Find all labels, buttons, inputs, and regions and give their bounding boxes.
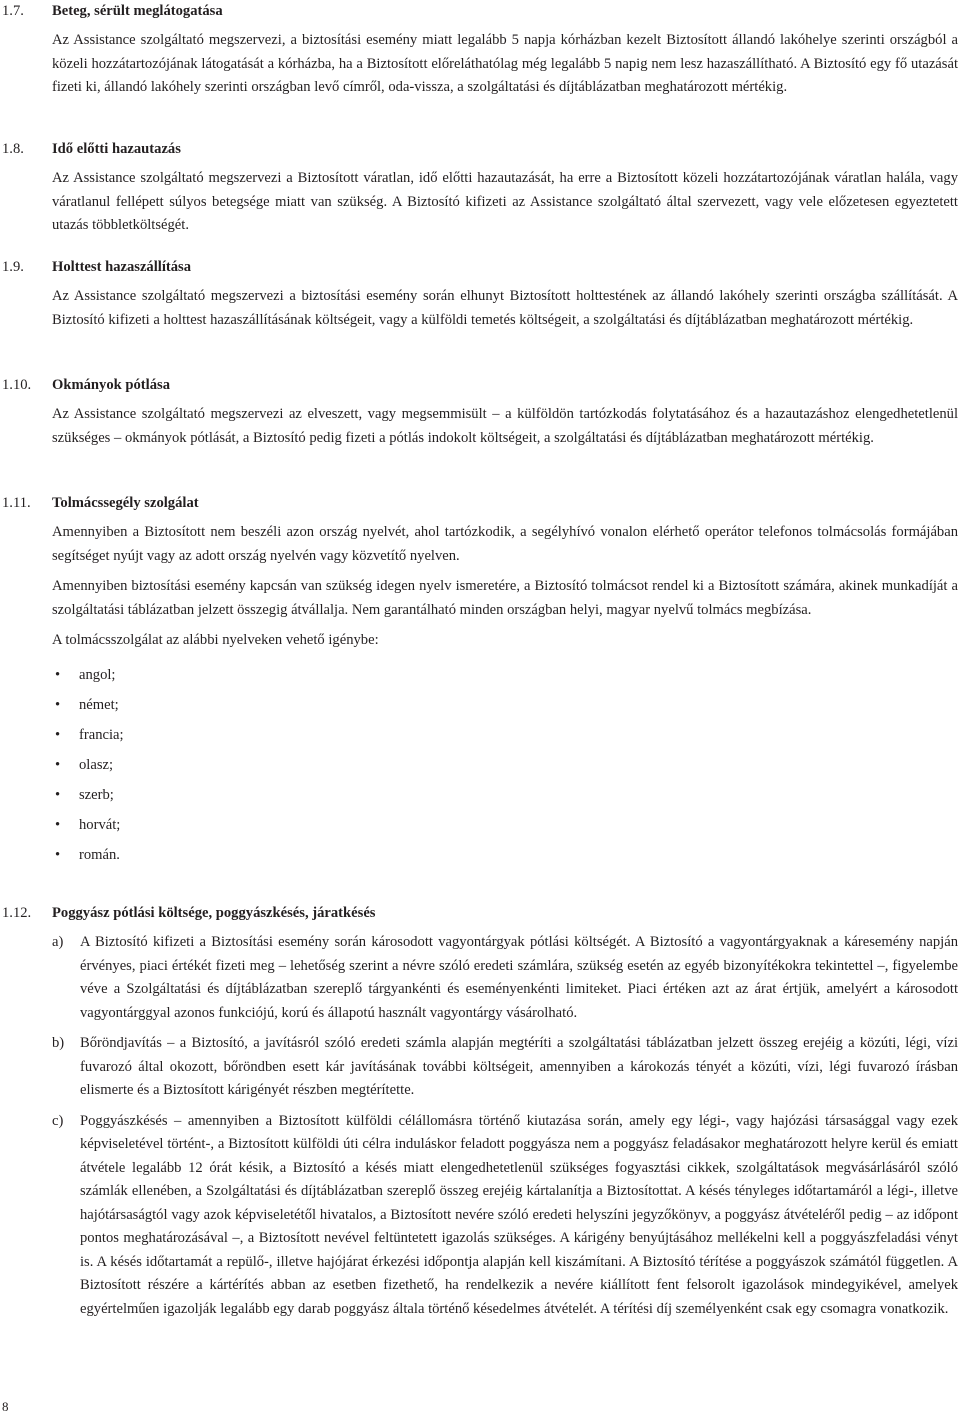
section-number: 1.11. <box>2 495 31 511</box>
paragraph: Az Assistance szolgáltató megszervezi a Biztosított váratlan, idő előtti hazautazását, ha erre a Biztosított közeli hozzátartozójának váratlan halála, vagy váratlanul fellépett súlyos betegsége miatt van szükség. A Biztosító kifizeti az Assistance szolgáltató által szervezett, vagy vele előzetesen egyeztetett utazás többletköltségét. <box>52 170 958 233</box>
paragraph: Az Assistance szolgáltató megszervezi az elveszett, vagy megsemmisült – a külföldön tartózkodás folytatásához és a hazautazáshoz elengedhetetlenül szükséges – okmányok pótlását, a Biztosító pedig fizeti a pótlás indokolt költségeit, a szolgáltatási és díjtáblázatban meghatározott mértékig. <box>52 406 958 446</box>
bullet-icon: • <box>55 816 61 833</box>
paragraph: Az Assistance szolgáltató megszervezi a biztosítási esemény során elhunyt Biztosított holttestének az állandó lakóhely szerinti országba szállítását. A Biztosító kifizeti a holttest hazaszállításának költségeit, vagy a külföldi temetés költségeit, a szolgáltatási és díjtáblázatban meghatározott mértékig. <box>52 288 958 328</box>
section-title: Okmányok pótlása <box>52 377 170 393</box>
section-number: 1.12. <box>2 905 32 921</box>
section-number: 1.10. <box>2 377 32 393</box>
paragraph: A tolmácsszolgálat az alábbi nyelveken vehető igénybe: <box>52 632 379 648</box>
section-1-11 <box>0 492 960 870</box>
bullet-icon: • <box>55 696 61 713</box>
language-list <box>0 660 960 870</box>
section-heading <box>0 902 960 925</box>
item-text: A Biztosító kifizeti a Biztosítási esemény során károsodott vagyontárgyak pótlási költségét. A Biztosító a vagyontárgyaknak a káresemény napján érvényes, piaci értékét fizeti meg – lehetőség szerint a névre szóló eredeti számlára, szükség esetén az egyéb bizonyítékokra tekintettel –, figyelembe véve a Szolgáltatási és díjtáblázatban szereplő tárgyankénti és eseményenkénti limiteket. Piaci értéken azt az árat értjük, amelyért a károsodott vagyontárggyal azonos funkciójú, korú és állapotú használt vagyontárgy vásárolható. <box>80 934 958 1021</box>
section-title: Poggyász pótlási költsége, poggyászkésés, járatkésés <box>52 905 376 921</box>
item-text: Poggyászkésés – amennyiben a Biztosított külföldi célállomásra történő kiutazása során, amely egy légi-, vagy hajózási társasággal vagy ezek képviseletével történt-, a Biztosított külföldi úti célra induláskor feladott poggyásza nem a poggyász feladásakor meghatározott helyre kerül és emiatt átvétele legalább 12 órát késik, a Biztosító a késés miatt elengedhetetlenül szükséges fogyasztási cikkek, szolgáltatások megvásárlásáról szóló számlák ellenében, a Szolgáltatási és díjtáblázatban szereplő összeg erejéig kártalanítja a Biztosítottat. A késés tényleges időtartamáról a légi-, illetve hajótársaságtól vagy azok képviseletétől hivatalos, a Biztosított nevére szóló eredeti helyszíni jegyzőkönyv, a poggyász átvételéről pedig – az időpont pontos meghatározásával –, a Biztosított nevével feltüntetett igazolás szükséges. A kárigény benyújtásához mellékelni kell a poggyászfeladási vényt is. A késés időtartamát a repülő-, illetve hajójárat érkezési időpontja alapján kell kiszámítani. A Biztosító térítése a poggyászok számától független. A Biztosított részére a kártérítés abban az esetben fizethető, ha rendelkezik a nevére kiállított fent felsorolt igazolások mindegyikével, amelyek egyértelműen igazolják legalább egy darab poggyász általa történő késedelmes átvételét. A térítési díj személyenként csak egy csomagra vonatkozik. <box>80 1112 958 1317</box>
item-letter: a) <box>52 934 64 950</box>
section-heading <box>0 492 960 515</box>
section-heading <box>0 256 960 279</box>
lettered-list <box>0 931 960 1321</box>
list-item: • horvát; <box>52 810 960 840</box>
section-1-8 <box>0 138 960 238</box>
section-1-9 <box>0 256 960 332</box>
paragraph: Amennyiben biztosítási esemény kapcsán van szükség idegen nyelv ismeretére, a Biztosító tolmácsot rendel ki a Biztosított számára, akinek munkadíját a szolgáltatási táblázatban jelzett összegig átvállalja. Nem garantálható minden országban helyi, magyar nyelvű tolmács megbízása. <box>52 578 958 618</box>
section-number: 1.9. <box>2 259 24 275</box>
list-item: • francia; <box>52 720 960 750</box>
bullet-icon: • <box>55 846 61 863</box>
list-item: • német; <box>52 690 960 720</box>
list-item: • olasz; <box>52 750 960 780</box>
bullet-icon: • <box>55 666 61 683</box>
section-1-7 <box>0 0 960 100</box>
paragraph: Az Assistance szolgáltató megszervezi, a biztosítási esemény miatt legalább 5 napja kórházban kezelt Biztosított állandó lakóhelye szerinti országból a közeli hozzátartozójának látogatását a kórházba, ha a Biztosított előreláthatólag még legalább 5 napig nem lesz hazaszállítható. A Biztosító egy fő utazását fizeti ki, állandó lakóhely szerinti országban levő címről, oda-vissza, a szolgáltatási és díjtáblázatban meghatározott mértékig. <box>52 32 958 95</box>
section-number: 1.7. <box>2 3 24 19</box>
page-number: 8 <box>2 1399 9 1414</box>
bullet-icon: • <box>55 756 61 773</box>
section-title: Idő előtti hazautazás <box>52 141 181 157</box>
item-letter: c) <box>52 1112 64 1129</box>
section-number: 1.8. <box>2 141 24 157</box>
section-heading <box>0 374 960 397</box>
list-item: • angol; <box>52 660 960 690</box>
section-title: Holttest hazaszállítása <box>52 259 192 275</box>
list-item-c <box>52 1110 960 1322</box>
list-item: • szerb; <box>52 780 960 810</box>
section-1-12 <box>0 902 960 1321</box>
section-title: Tolmácssegély szolgálat <box>52 495 199 511</box>
item-text: Bőröndjavítás – a Biztosító, a javításról szóló eredeti számla alapján megtéríti a szolgáltatási táblázatban jelzett összeg erejéig a közúti, légi, vízi fuvarozó által okozott, bőröndben esett kár javításának további költségeit, amennyiben a károkozás tényét a közúti, vízi, légi fuvarozó írásban elismerte és a Biztosított kárigényét részben megtérítette. <box>80 1035 958 1098</box>
section-title: Beteg, sérült meglátogatása <box>52 3 223 19</box>
list-item-b <box>52 1032 960 1103</box>
section-heading <box>0 0 960 23</box>
item-letter: b) <box>52 1035 65 1051</box>
section-1-10 <box>0 374 960 450</box>
bullet-icon: • <box>55 726 61 743</box>
bullet-icon: • <box>55 786 61 803</box>
section-heading <box>0 138 960 161</box>
list-item: • román. <box>52 840 960 870</box>
paragraph: Amennyiben a Biztosított nem beszéli azon ország nyelvét, ahol tartózkodik, a segélyhívó vonalon elérhető operátor telefonos tolmácsolás formájában segítséget nyújt vagy az adott ország nyelvén vagy közvetítő nyelven. <box>52 524 958 564</box>
list-item-a <box>52 931 960 1025</box>
